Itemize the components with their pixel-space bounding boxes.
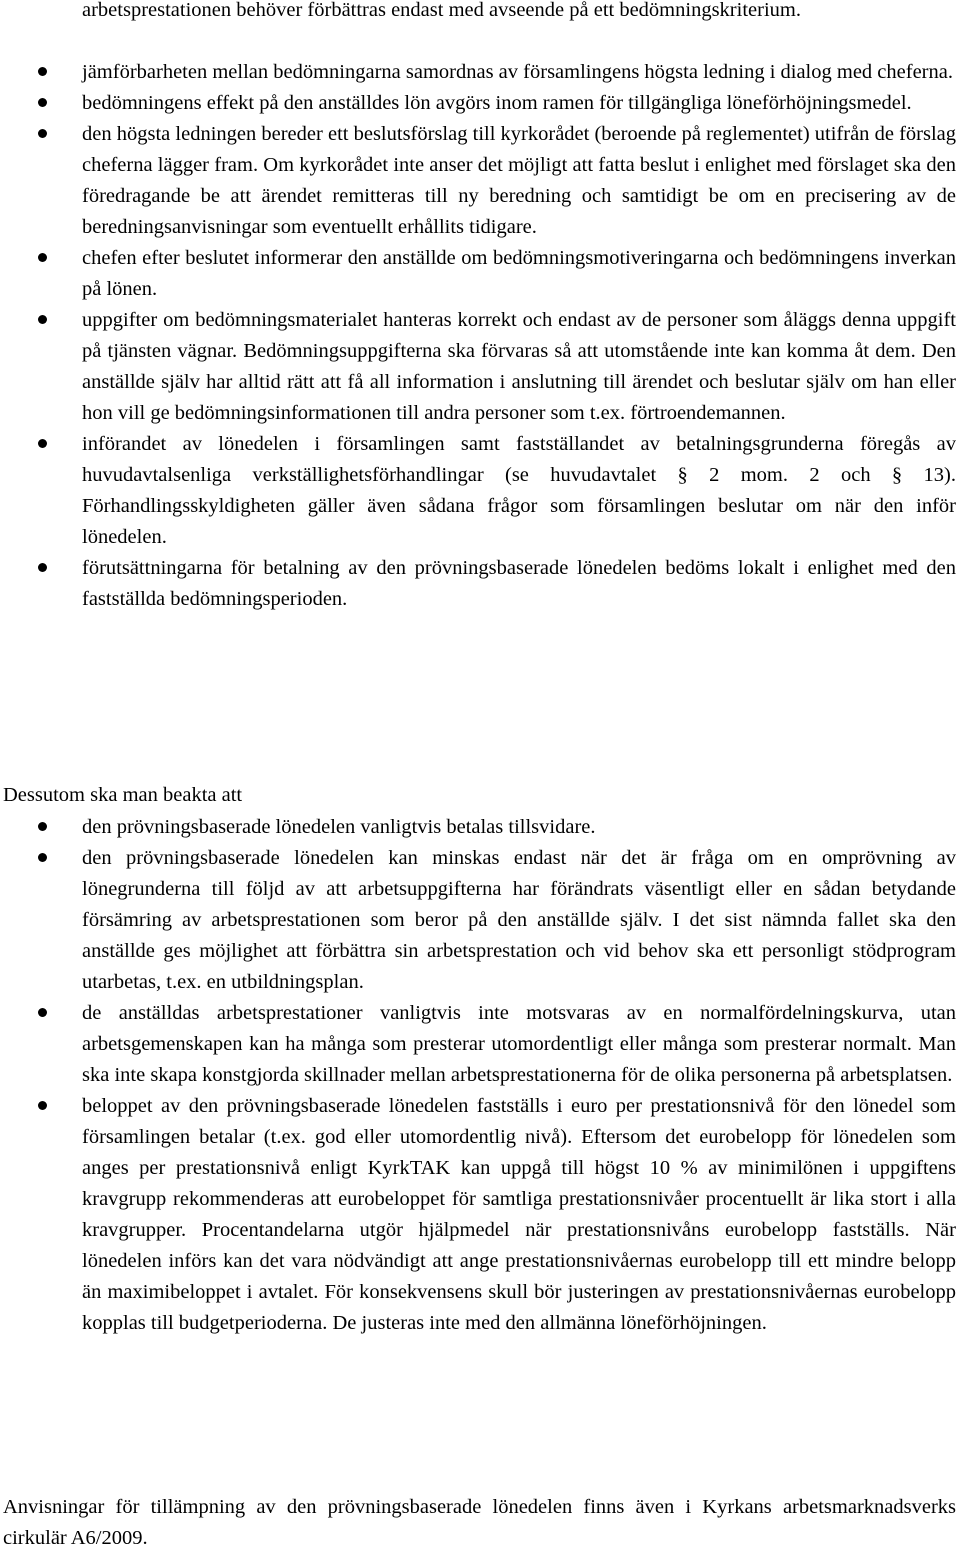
bullet-icon: [38, 822, 47, 831]
top-continuation: [0, 0, 960, 26]
list-item: [0, 553, 956, 615]
list-item: [0, 843, 956, 998]
bullet-icon: [38, 67, 47, 76]
list-item-text: beloppet av den prövningsbaserade lönedelen fastställs i euro per prestationsnivå för den lönedel som församlingen betalar (t.ex. god eller utomordentlig nivå). Eftersom det eurobelopp för lönedelen som anges per prestationsnivå enligt KyrkTAK kan uppgå till högst 10 % av minimilönen i uppgiftens kravgrupp rekommenderas att eurobeloppet för samtliga prestationsnivåer procentuellt är lika stort i alla kravgrupper. Procentandelarna utgör hjälpmedel när prestationsnivåns eurobelopp fastställs. När lönedelen införs kan det vara nödvändigt att ange prestationsnivåernas eurobelopp till ett mindre belopp än maximibeloppet i avtalet. För konsekvensens skull bör justeringen av prestationsnivåernas eurobelopp kopplas till budgetperioderna. De justeras inte med den allmänna löneförhöjningen.: [82, 1095, 956, 1334]
bullet-icon: [38, 253, 47, 262]
list-item: [0, 88, 956, 119]
bullet-icon: [38, 563, 47, 572]
list-item-text: jämförbarheten mellan bedömningarna samordnas av församlingens högsta ledning i dialog med cheferna.: [82, 61, 953, 83]
bullet-list-1: [0, 57, 960, 615]
bullet-icon: [38, 315, 47, 324]
list-item-text: förutsättningarna för betalning av den prövningsbaserade lönedelen bedöms lokalt i enlighet med den fastställda bedömningsperioden.: [82, 557, 956, 610]
bullet-icon: [38, 98, 47, 107]
bullet-icon: [38, 853, 47, 862]
list-item-text: uppgifter om bedömningsmaterialet hanteras korrekt och endast av de personer som åläggs denna uppgift på tjänsten vägnar. Bedömningsuppgifterna ska förvaras så att utomstående inte kan komma åt dem. Den anställde själv har alltid rätt att få all information i anslutning till ärendet och beslutar själv om han eller hon vill ge bedömningsinformationen till andra personer som t.ex. förtroendemannen.: [82, 309, 956, 424]
bullet-icon: [38, 439, 47, 448]
closing-paragraph: [0, 1492, 960, 1554]
list-item: [0, 1091, 956, 1339]
list-item: [0, 812, 956, 843]
bullet-icon: [38, 1008, 47, 1017]
list-item-text: den prövningsbaserade lönedelen kan minskas endast när det är fråga om en omprövning av lönegrunderna till följd av att arbetsuppgifterna har förändrats väsentligt eller en sådan betydande försämring av arbetsprestationen som beror på den anställde själv. I det sist nämnda fallet ska den anställde ges möjlighet att förbättra sin arbetsprestation och vid behov ska ett personligt stödprogram utarbetas, t.ex. en utbildningsplan.: [82, 847, 956, 993]
closing-text: Anvisningar för tillämpning av den prövningsbaserade lönedelen finns även i Kyrkans arbetsmarknadsverks cirkulär A6/2009.: [3, 1496, 956, 1549]
list-item-text: chefen efter beslutet informerar den anställde om bedömningsmotiveringarna och bedömningens inverkan på lönen.: [82, 247, 956, 300]
list-item-text: införandet av lönedelen i församlingen samt fastställandet av betalningsgrunderna föregås av huvudavtalsenliga verkställighetsförhandlingar (se huvudavtalet § 2 mom. 2 och § 13). Förhandlingsskyldigheten gäller även sådana frågor som församlingen beslutar om när den inför lönedelen.: [82, 433, 956, 548]
list-item-text: bedömningens effekt på den anställdes lön avgörs inom ramen för tillgängliga löneförhöjningsmedel.: [82, 92, 912, 114]
list-item-text: den högsta ledningen bereder ett beslutsförslag till kyrkorådet (beroende på reglementet) utifrån de förslag cheferna lägger fram. Om kyrkorådet inte anser det möjligt att fatta beslut i enlighet med förslaget ska den föredragande be att ärendet remitteras till ny beredning och samtidigt be om en precisering av de beredningsanvisningar som eventuellt erhållits tidigare.: [82, 123, 956, 238]
bullet-icon: [38, 129, 47, 138]
intro-text: Dessutom ska man beakta att: [3, 784, 243, 806]
list-item: [0, 119, 956, 243]
list-item-text: de anställdas arbetsprestationer vanligtvis inte motsvaras av en normalfördelningskurva, utan arbetsgemenskapen kan ha många som presterar utomordentligt eller många som presterar normalt. Man ska inte skapa konstgjorda skillnader mellan arbetsprestationerna för de olika personerna på arbetsplatsen.: [82, 1002, 956, 1086]
list-item: [0, 998, 956, 1091]
intro-paragraph: [0, 780, 960, 811]
continuation-text: arbetsprestationen behöver förbättras endast med avseende på ett bedömningskriterium.: [82, 0, 801, 21]
list-item: [0, 57, 956, 88]
bullet-icon: [38, 1101, 47, 1110]
list-item: [0, 243, 956, 305]
list-item: [0, 429, 956, 553]
list-item: [0, 305, 956, 429]
list-item-text: den prövningsbaserade lönedelen vanligtvis betalas tillsvidare.: [82, 816, 596, 838]
bullet-list-2: [0, 812, 960, 1339]
